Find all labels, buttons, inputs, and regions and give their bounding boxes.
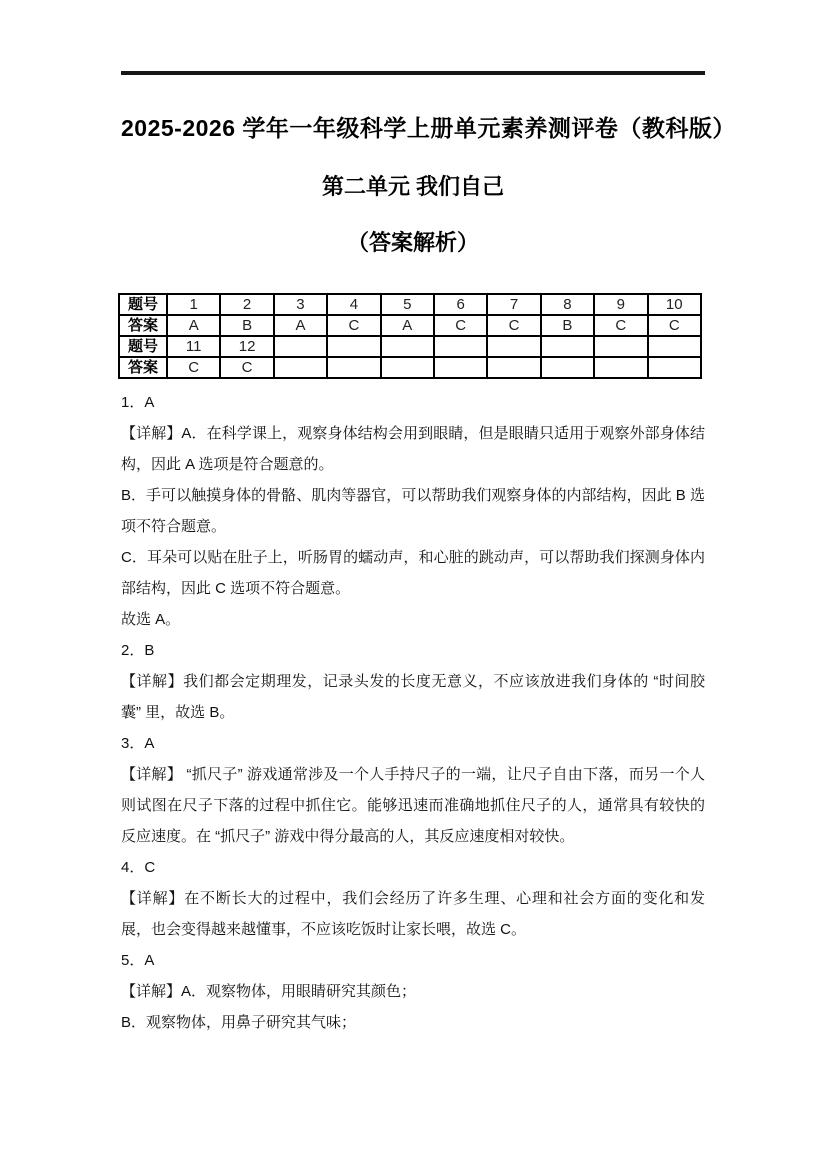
question-answer-line: 5．A xyxy=(121,952,155,969)
answer-table-cell: C xyxy=(434,315,487,336)
answer-table-cell: C xyxy=(167,357,220,378)
answer-table-cell: A xyxy=(381,315,434,336)
answer-table-cell: 8 xyxy=(541,294,594,315)
doc-title: 2025-2026 学年一年级科学上册单元素养测评卷（教科版） xyxy=(121,115,736,141)
answer-table-cell: C xyxy=(648,315,701,336)
answer-table-cell: 7 xyxy=(487,294,540,315)
answer-table-cell: C xyxy=(327,315,380,336)
answer-table-row-label: 题号 xyxy=(119,294,167,315)
answer-table-cell xyxy=(381,336,434,357)
doc-subtitle-answers: （答案解析） xyxy=(346,230,479,255)
answer-table-cell xyxy=(434,336,487,357)
explanation-paragraph: B．手可以触摸身体的骨骼、肌肉等器官，可以帮助我们观察身体的内部结构，因此 B 选项不符合题意。 xyxy=(121,487,705,535)
answer-table-row xyxy=(119,357,701,378)
answer-table-cell xyxy=(541,357,594,378)
answer-table-cell: 2 xyxy=(220,294,273,315)
answer-table-cell: 4 xyxy=(327,294,380,315)
answer-key-table-body xyxy=(119,294,701,378)
answer-table-cell: B xyxy=(220,315,273,336)
answer-table-cell xyxy=(541,336,594,357)
answer-table-cell xyxy=(594,357,647,378)
answer-table-cell: 5 xyxy=(381,294,434,315)
answer-table-cell: 1 xyxy=(167,294,220,315)
document-page xyxy=(121,0,736,1038)
answer-table-cell xyxy=(327,357,380,378)
answer-table-cell: A xyxy=(274,315,327,336)
answer-table-cell: 3 xyxy=(274,294,327,315)
answer-table-row xyxy=(119,315,701,336)
answer-table-cell: C xyxy=(220,357,273,378)
answer-table-row-label: 题号 xyxy=(119,336,167,357)
explanation-paragraph: 【详解】我们都会定期理发，记录头发的长度无意义，不应该放进我们身体的 “时间胶囊” 里，故选 B。 xyxy=(121,673,705,721)
question-answer-line: 3．A xyxy=(121,735,155,752)
question-answer-line: 2．B xyxy=(121,642,155,659)
answer-table-cell xyxy=(274,336,327,357)
explanation-paragraph: 【详解】A．在科学课上，观察身体结构会用到眼睛，但是眼睛只适用于观察外部身体结构，因此 A 选项是符合题意的。 xyxy=(121,425,705,473)
answer-table-row xyxy=(119,336,701,357)
answer-table-cell xyxy=(487,336,540,357)
header-rule xyxy=(121,71,705,75)
answer-key-table xyxy=(118,293,702,379)
answer-table-cell: A xyxy=(167,315,220,336)
explanation-paragraph: 【详解】A．观察物体，用眼睛研究其颜色； xyxy=(121,983,417,1000)
answer-table-row-label: 答案 xyxy=(119,315,167,336)
explanation-paragraph: C．耳朵可以贴在肚子上，听肠胃的蠕动声，和心脏的跳动声，可以帮助我们探测身体内部结构，因此 C 选项不符合题意。 xyxy=(121,549,705,597)
answer-table-cell: C xyxy=(487,315,540,336)
answer-table-cell xyxy=(434,357,487,378)
answer-table-cell: 11 xyxy=(167,336,220,357)
answer-table-cell xyxy=(274,357,327,378)
answer-table-cell: C xyxy=(594,315,647,336)
answer-table-cell xyxy=(327,336,380,357)
explanations xyxy=(121,387,705,1038)
question-answer-line: 4．C xyxy=(121,859,156,876)
answer-table-cell: 9 xyxy=(594,294,647,315)
answer-table-cell: 10 xyxy=(648,294,701,315)
doc-subtitle-unit: 第二单元 我们自己 xyxy=(321,174,505,199)
answer-table-cell xyxy=(648,336,701,357)
explanation-paragraph: 故选 A。 xyxy=(121,611,181,628)
answer-table-cell xyxy=(648,357,701,378)
answer-table-cell: 12 xyxy=(220,336,273,357)
explanation-paragraph: B．观察物体，用鼻子研究其气味； xyxy=(121,1014,357,1031)
answer-table-cell xyxy=(487,357,540,378)
explanation-paragraph: 【详解】在不断长大的过程中，我们会经历了许多生理、心理和社会方面的变化和发展，也会变得越来越懂事，不应该吃饭时让家长喂，故选 C。 xyxy=(121,890,705,938)
answer-table-cell: 6 xyxy=(434,294,487,315)
answer-table-cell xyxy=(381,357,434,378)
answer-table-cell: B xyxy=(541,315,594,336)
explanation-paragraph: 【详解】 “抓尺子” 游戏通常涉及一个人手持尺子的一端，让尺子自由下落，而另一个人则试图在尺子下落的过程中抓住它。能够迅速而准确地抓住尺子的人，通常具有较快的反应速度。在 “抓尺子” 游戏中得分最高的人，其反应速度相对较快。 xyxy=(121,766,705,845)
answer-table-cell xyxy=(594,336,647,357)
answer-table-row xyxy=(119,294,701,315)
answer-table-row-label: 答案 xyxy=(119,357,167,378)
question-answer-line: 1．A xyxy=(121,394,155,411)
